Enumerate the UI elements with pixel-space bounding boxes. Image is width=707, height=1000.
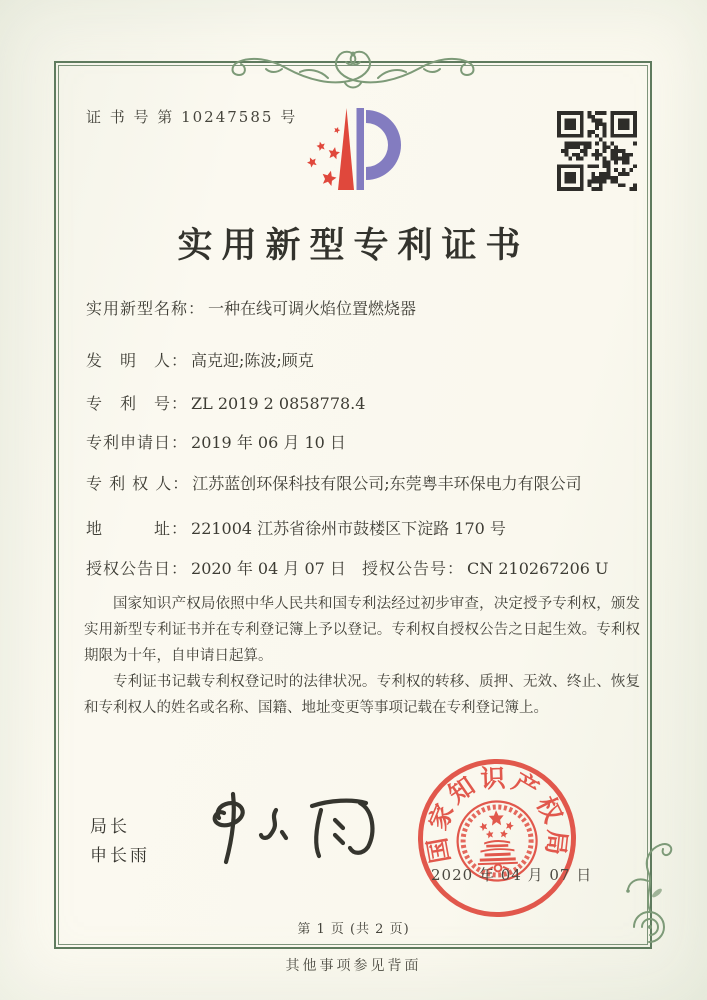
field-value: 一种在线可调火焰位置燃烧器 xyxy=(208,299,417,318)
certificate-title: 实用新型专利证书 xyxy=(177,225,530,266)
seal-agency-text: 国家知识产权局 xyxy=(421,763,573,866)
director-title: 局长 xyxy=(90,817,130,837)
field-value: 江苏蓝创环保科技有限公司;东莞粤丰环保电力有限公司 xyxy=(192,474,582,493)
field-value: 高克迎;陈波;顾克 xyxy=(191,351,314,370)
field-row-address xyxy=(86,516,506,539)
field-label: 授权公告日： xyxy=(86,559,189,578)
page-number: 第 1 页 (共 2 页) xyxy=(297,922,410,937)
field-value: CN 210267206 U xyxy=(467,559,609,578)
field-row-patentee xyxy=(86,471,582,494)
legal-paragraph-1: 国家知识产权局依照中华人民共和国专利法经过初步审查，决定授予专利权，颁发实用新型专利证书并在专利登记簿上予以登记。专利权自授权公告之日起生效。专利权期限为十年，自申请日起算。 xyxy=(84,596,640,664)
field-row-inventor xyxy=(86,348,314,371)
field-value: 2020 年 04 月 07 日 xyxy=(191,559,346,578)
director-signature xyxy=(192,790,402,872)
field-value: ZL 2019 2 0858778.4 xyxy=(191,394,366,413)
top-flourish-ornament xyxy=(228,42,478,96)
field-label: 专 利 号： xyxy=(86,394,189,413)
director-name: 申长雨 xyxy=(90,846,150,866)
seal-date: 2020 年 04 月 07 日 xyxy=(431,866,593,884)
official-seal xyxy=(409,750,585,926)
field-label: 专 利 权 人： xyxy=(86,474,190,493)
field-label: 发 明 人： xyxy=(86,351,189,370)
cnipa-logo xyxy=(283,96,423,208)
legal-paragraph-2: 专利证书记载专利权登记时的法律状况。专利权的转移、质押、无效、终止、恢复和专利权人的姓名或名称、国籍、地址变更等事项记载在专利登记簿上。 xyxy=(84,674,640,716)
certificate-number: 证 书 号 第 10247585 号 xyxy=(86,108,298,126)
back-side-note: 其他事项参见背面 xyxy=(285,958,422,974)
field-row-patent-number xyxy=(86,391,365,414)
field-value: 2019 年 06 月 10 日 xyxy=(191,433,346,452)
field-grant-number xyxy=(362,556,609,579)
legal-text-block xyxy=(84,591,640,721)
field-label: 地 址： xyxy=(86,519,189,538)
field-label: 授权公告号： xyxy=(362,559,465,578)
field-label: 实用新型名称： xyxy=(86,299,206,318)
qr-code xyxy=(557,111,637,191)
field-value: 221004 江苏省徐州市鼓楼区下淀路 170 号 xyxy=(191,519,506,538)
field-row-utility-model-name xyxy=(86,296,416,319)
field-label: 专利申请日： xyxy=(86,433,189,452)
field-row-filing-date xyxy=(86,430,346,453)
field-row-grant xyxy=(86,556,609,579)
